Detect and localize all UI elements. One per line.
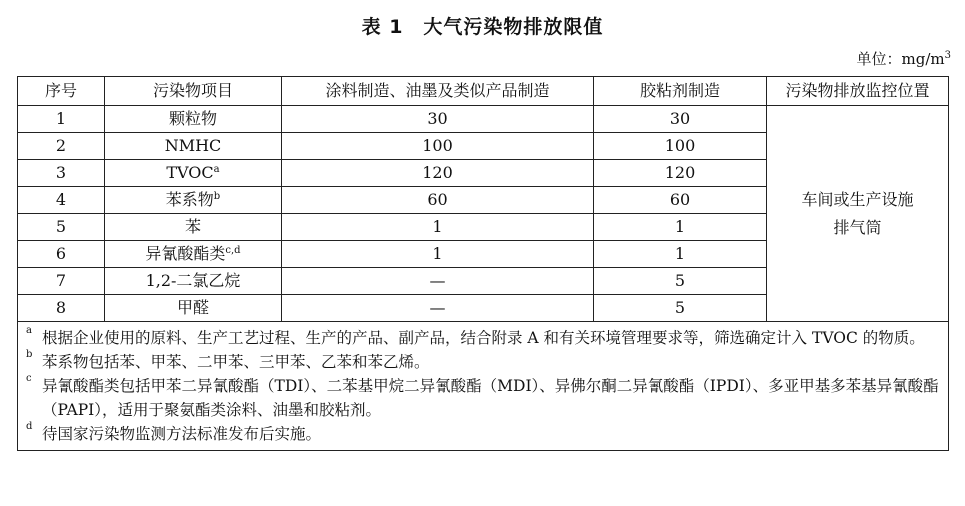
- footnote-text: 待国家污染物监测方法标准发布后实施。: [42, 425, 322, 443]
- item-name: 甲醛: [176, 298, 209, 317]
- header-cell-item: 污染物项目: [105, 77, 282, 106]
- row-coating-value: 120: [282, 160, 594, 187]
- row-no: 2: [18, 133, 105, 160]
- row-adhesive-value: 30: [594, 106, 767, 133]
- row-no: 7: [18, 268, 105, 295]
- unit-label: [857, 48, 951, 69]
- row-item: [105, 133, 282, 160]
- row-item: [105, 295, 282, 322]
- monitor-location-cell: [767, 106, 949, 322]
- row-adhesive-value: 5: [594, 268, 767, 295]
- footnote-mark: c: [26, 373, 32, 384]
- row-adhesive-value: 1: [594, 241, 767, 268]
- header-row: [18, 77, 949, 106]
- item-name: 异氰酸酯类: [145, 244, 226, 263]
- footnote-mark: b: [26, 349, 33, 360]
- item-name: 苯系物: [165, 190, 214, 209]
- row-no: 4: [18, 187, 105, 214]
- item-name: TVOC: [166, 163, 214, 182]
- unit-superscript: 3: [944, 50, 951, 61]
- row-no: 3: [18, 160, 105, 187]
- footnote-marker: a: [213, 164, 220, 175]
- footnote-marker: c,d: [225, 245, 241, 256]
- item-name: 苯: [184, 217, 201, 236]
- footnote: [26, 422, 940, 446]
- row-no: 1: [18, 106, 105, 133]
- footnote-text: 异氰酸酯类包括甲苯二异氰酸酯（TDI）、二苯基甲烷二异氰酸酯（MDI）、异佛尔酮二异氰酸酯（IPDI）、多亚甲基多苯基异氰酸酯（PAPI），适用于聚氨酯类涂料、油墨和胶粘剂。: [42, 377, 939, 419]
- notes-row: [18, 322, 949, 451]
- unit-text: 单位：mg/m: [856, 50, 945, 68]
- footnotes-cell: [18, 322, 949, 451]
- footnote-text: 苯系物包括苯、甲苯、二甲苯、三甲苯、乙苯和苯乙烯。: [42, 353, 430, 371]
- row-item: [105, 187, 282, 214]
- footnote: [26, 350, 940, 374]
- row-coating-value: 30: [282, 106, 594, 133]
- row-coating-value: 1: [282, 241, 594, 268]
- row-coating-value: 100: [282, 133, 594, 160]
- row-no: 5: [18, 214, 105, 241]
- footnote-marker: b: [213, 191, 221, 202]
- row-item: [105, 106, 282, 133]
- row-coating-value: —: [282, 268, 594, 295]
- header-cell-no: 序号: [18, 77, 105, 106]
- monitor-location-line1: 车间或生产设施: [801, 189, 914, 209]
- row-item: [105, 214, 282, 241]
- header-cell-adhesive: 胶粘剂制造: [594, 77, 767, 106]
- row-no: 6: [18, 241, 105, 268]
- footnote: [26, 374, 940, 422]
- row-item: [105, 160, 282, 187]
- row-adhesive-value: 120: [594, 160, 767, 187]
- footnote-mark: a: [26, 325, 32, 336]
- row-item: [105, 268, 282, 295]
- footnote-mark: d: [26, 421, 33, 432]
- header-cell-coating: 涂料制造、油墨及类似产品制造: [282, 77, 594, 106]
- row-item: [105, 241, 282, 268]
- item-name: 颗粒物: [168, 109, 217, 128]
- row-adhesive-value: 5: [594, 295, 767, 322]
- table-row: [18, 106, 949, 133]
- row-coating-value: 60: [282, 187, 594, 214]
- table-title: 表 1 大气污染物排放限值: [361, 16, 604, 38]
- item-name: NMHC: [164, 136, 222, 155]
- row-coating-value: 1: [282, 214, 594, 241]
- monitor-location-line2: 排气筒: [833, 217, 882, 237]
- footnote-text: 根据企业使用的原料、生产工艺过程、生产的产品、副产品，结合附录 A 和有关环境管理要求等，筛选确定计入 TVOC 的物质。: [42, 329, 925, 347]
- item-name: 1,2-二氯乙烷: [145, 271, 241, 290]
- row-coating-value: —: [282, 295, 594, 322]
- row-adhesive-value: 100: [594, 133, 767, 160]
- header-cell-monitor: 污染物排放监控位置: [767, 77, 949, 106]
- row-adhesive-value: 60: [594, 187, 767, 214]
- footnote: [26, 326, 940, 350]
- row-adhesive-value: 1: [594, 214, 767, 241]
- row-no: 8: [18, 295, 105, 322]
- emission-limits-table: [17, 76, 949, 451]
